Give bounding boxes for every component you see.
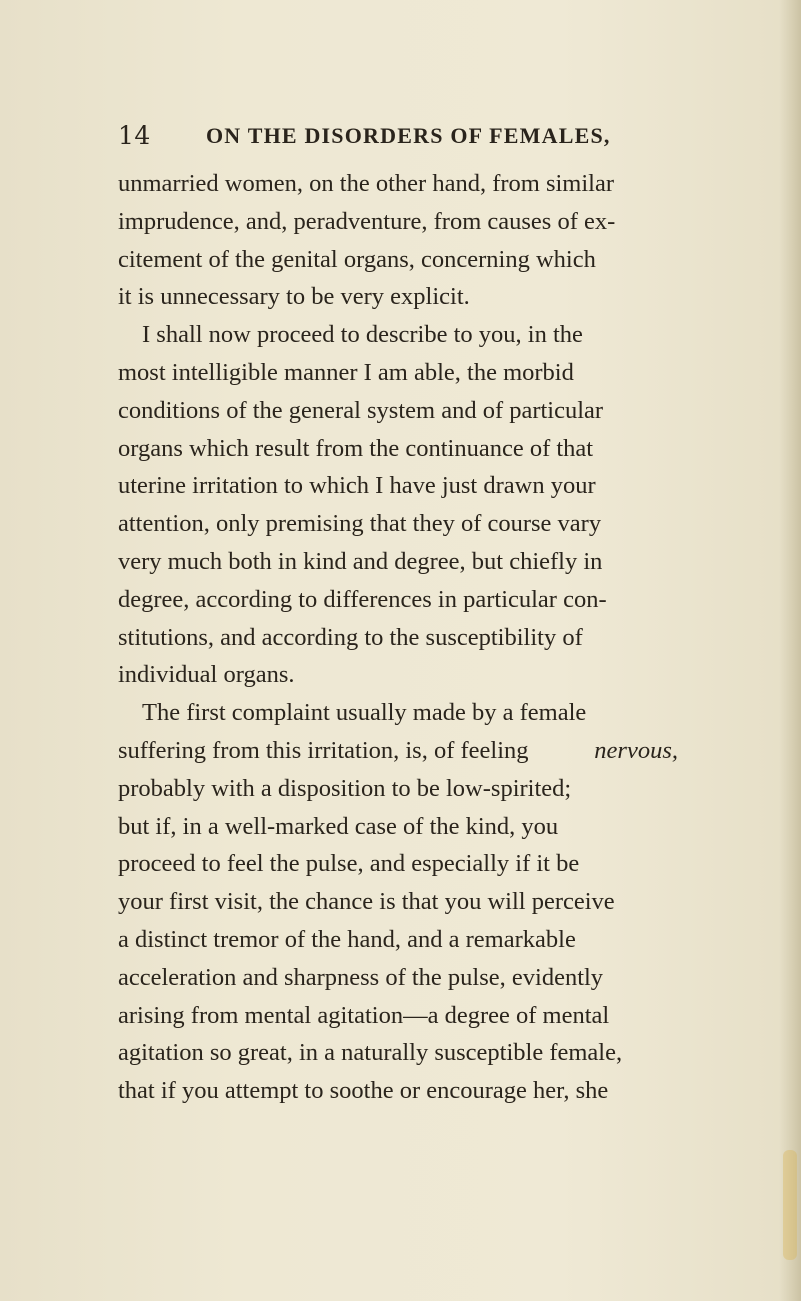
- text-line: a distinct tremor of the hand, and a remarkable: [118, 925, 576, 953]
- text-line: attention, only premising that they of course vary: [118, 510, 602, 538]
- text-line: probably with a disposition to be low-spirited;: [118, 774, 572, 802]
- page-edge-shadow: [779, 0, 801, 1301]
- text-line: individual organs.: [118, 661, 295, 689]
- text-line: proceed to feel the pulse, and especially if it be: [118, 850, 580, 878]
- text-line: uterine irritation to which I have just drawn your: [118, 472, 596, 500]
- paragraph-start-line: The first complaint usually made by a female: [142, 699, 587, 727]
- text-line: suffering from this irritation, is, of feeling nervous,: [118, 732, 678, 770]
- text-line: that if you attempt to soothe or encourage her, she: [118, 1077, 609, 1105]
- text-line: organs which result from the continuance of that: [118, 434, 594, 462]
- text-line: conditions of the general system and of particular: [118, 396, 604, 424]
- body-text: [118, 165, 678, 1110]
- text-line: most intelligible manner I am able, the morbid: [118, 358, 574, 386]
- text-line: unmarried women, on the other hand, from similar: [118, 170, 614, 197]
- page-header: [118, 121, 678, 155]
- text-line: degree, according to differences in particular con-: [118, 585, 607, 613]
- page-stain: [783, 1150, 797, 1260]
- running-title: ON THE DISORDERS OF FEMALES,: [206, 123, 611, 148]
- text-line: acceleration and sharpness of the pulse, evidently: [118, 963, 604, 991]
- text-line: citement of the genital organs, concerning which: [118, 245, 596, 273]
- text-line: but if, in a well-marked case of the kind, you: [118, 812, 559, 840]
- text-line: very much both in kind and degree, but chiefly in: [118, 547, 603, 575]
- text-line: imprudence, and, peradventure, from causes of ex-: [118, 207, 616, 235]
- text-line: stitutions, and according to the susceptibility of: [118, 623, 583, 651]
- text-line: your first visit, the chance is that you will perceive: [118, 888, 615, 916]
- italic-word: nervous,: [594, 736, 678, 764]
- text-line: it is unnecessary to be very explicit.: [118, 283, 470, 311]
- text-line: agitation so great, in a naturally susceptible female,: [118, 1039, 623, 1067]
- paragraph-start-line: I shall now proceed to describe to you, in the: [142, 321, 583, 349]
- page-number: 14: [118, 121, 151, 150]
- text-line: arising from mental agitation—a degree of mental: [118, 1001, 610, 1029]
